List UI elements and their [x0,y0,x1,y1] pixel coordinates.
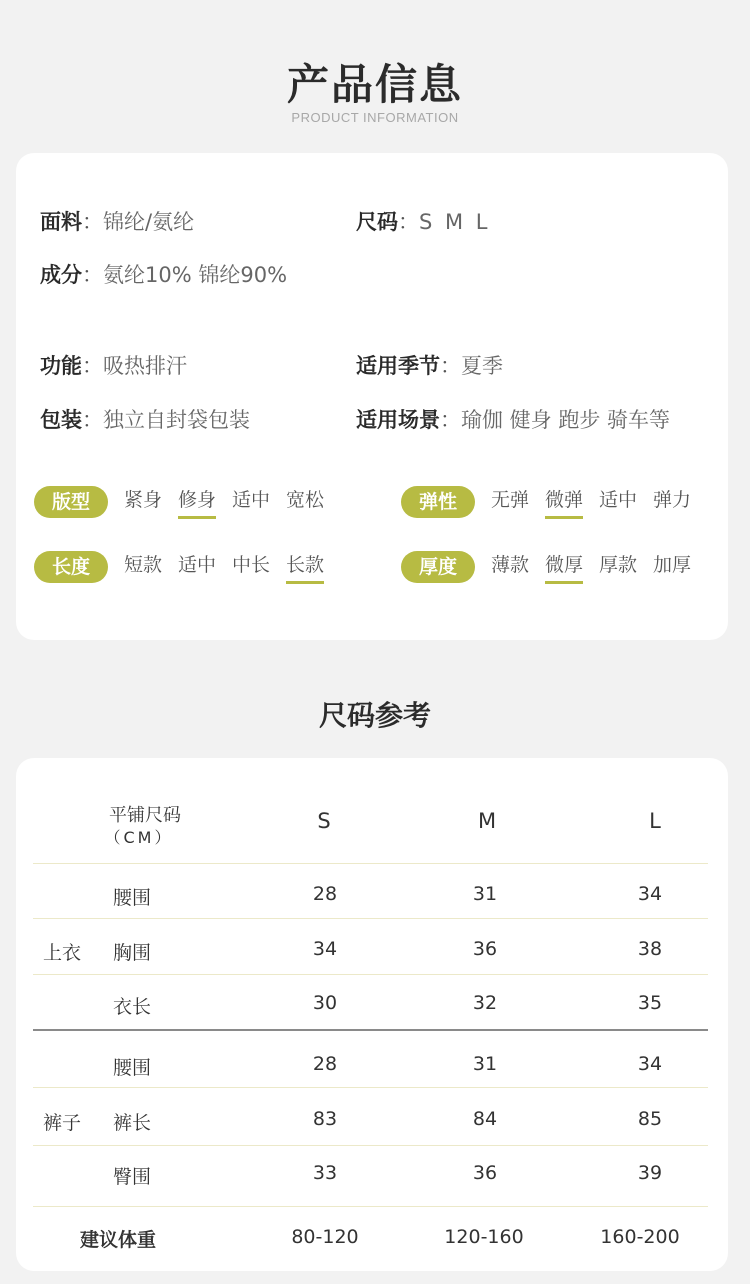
group-label-top: 上衣 [43,942,82,964]
page-subtitle: PRODUCT INFORMATION [291,110,459,125]
row-divider [33,1206,708,1207]
col-header-l: L [649,809,661,833]
attr-option-selected: 微厚 [545,551,583,584]
attr-label: 弹性 [401,486,475,518]
cell-value: 30 [312,992,338,1014]
weight-value: 120-160 [444,1226,524,1248]
cell-value: 39 [637,1162,663,1184]
cell-value: 34 [637,883,663,905]
info-value: 锦纶/氨纶 [103,210,195,234]
attr-option-selected: 微弹 [545,486,583,519]
row-divider [33,1145,708,1146]
attr-option: 中长 [232,553,271,576]
attr-option: 适中 [599,488,638,511]
attr-thickness [401,549,691,585]
group-label-bottom: 裤子 [43,1112,82,1134]
row-label: 衣长 [113,996,152,1018]
attr-option-selected: 长款 [286,551,324,584]
weight-value: 160-200 [600,1226,680,1248]
attr-option: 紧身 [124,488,163,511]
row-label: 裤长 [113,1112,152,1134]
attr-option: 短款 [124,553,163,576]
size-chart-title: 尺码参考 [318,699,431,732]
row-divider [33,1087,708,1088]
info-key: 适用季节 [356,354,440,378]
row-label: 臀围 [113,1166,152,1188]
cell-value: 36 [472,1162,498,1184]
attr-option: 宽松 [286,488,325,511]
info-package: 包装：独立自封袋包装 [40,408,250,432]
info-value: 独立自封袋包装 [103,408,250,432]
cell-value: 33 [312,1162,338,1184]
size-header-unit: （CM） [104,828,174,847]
info-value: 吸热排汗 [103,354,187,378]
info-fabric: 面料：锦纶/氨纶 [40,210,195,234]
attr-option: 加厚 [653,553,692,576]
cell-value: 31 [472,883,498,905]
cell-value: 28 [312,1053,338,1075]
attr-option: 薄款 [491,553,530,576]
attr-option: 厚款 [599,553,638,576]
cell-value: 84 [472,1108,498,1130]
cell-value: 36 [472,938,498,960]
info-size: 尺码：S M L [356,210,491,234]
cell-value: 28 [312,883,338,905]
attr-elasticity [401,484,691,520]
cell-value: 83 [312,1108,338,1130]
info-key: 尺码 [356,210,398,234]
col-header-m: M [477,809,497,833]
info-key: 包装 [40,408,82,432]
cell-value: 34 [312,938,338,960]
size-header-label: 平铺尺码 [109,805,181,826]
attr-length [34,549,324,585]
info-key: 适用场景 [356,408,440,432]
info-composition: 成分：氨纶10% 锦纶90% [40,263,288,287]
row-label: 胸围 [113,942,152,964]
group-divider [33,1029,708,1031]
info-key: 面料 [40,210,82,234]
row-label: 腰围 [113,887,152,909]
attr-label: 长度 [34,551,108,583]
cell-value: 34 [637,1053,663,1075]
info-value: 氨纶10% 锦纶90% [103,263,288,287]
page-title: 产品信息 [286,60,463,109]
cell-value: 32 [472,992,498,1014]
info-value: S M L [419,210,491,234]
row-divider [33,974,708,975]
attr-option: 弹力 [653,488,692,511]
attr-label: 版型 [34,486,108,518]
row-divider [33,918,708,919]
info-season: 适用季节：夏季 [356,354,503,378]
row-label: 腰围 [113,1057,152,1079]
cell-value: 85 [637,1108,663,1130]
cell-value: 35 [637,992,663,1014]
info-key: 成分 [40,263,82,287]
info-key: 功能 [40,354,82,378]
attr-option: 无弹 [491,488,530,511]
weight-value: 80-120 [291,1226,359,1248]
info-value: 夏季 [461,354,503,378]
info-scene: 适用场景：瑜伽 健身 跑步 骑车等 [356,408,671,432]
attr-option: 适中 [232,488,271,511]
info-function: 功能：吸热排汗 [40,354,187,378]
cell-value: 31 [472,1053,498,1075]
col-header-s: S [317,809,331,833]
row-divider [33,863,708,864]
info-value: 瑜伽 健身 跑步 骑车等 [461,408,671,432]
weight-row-label: 建议体重 [80,1229,157,1251]
attr-option-selected: 修身 [178,486,216,519]
cell-value: 38 [637,938,663,960]
attr-fit [34,484,324,520]
attr-option: 适中 [178,553,217,576]
attr-label: 厚度 [401,551,475,583]
